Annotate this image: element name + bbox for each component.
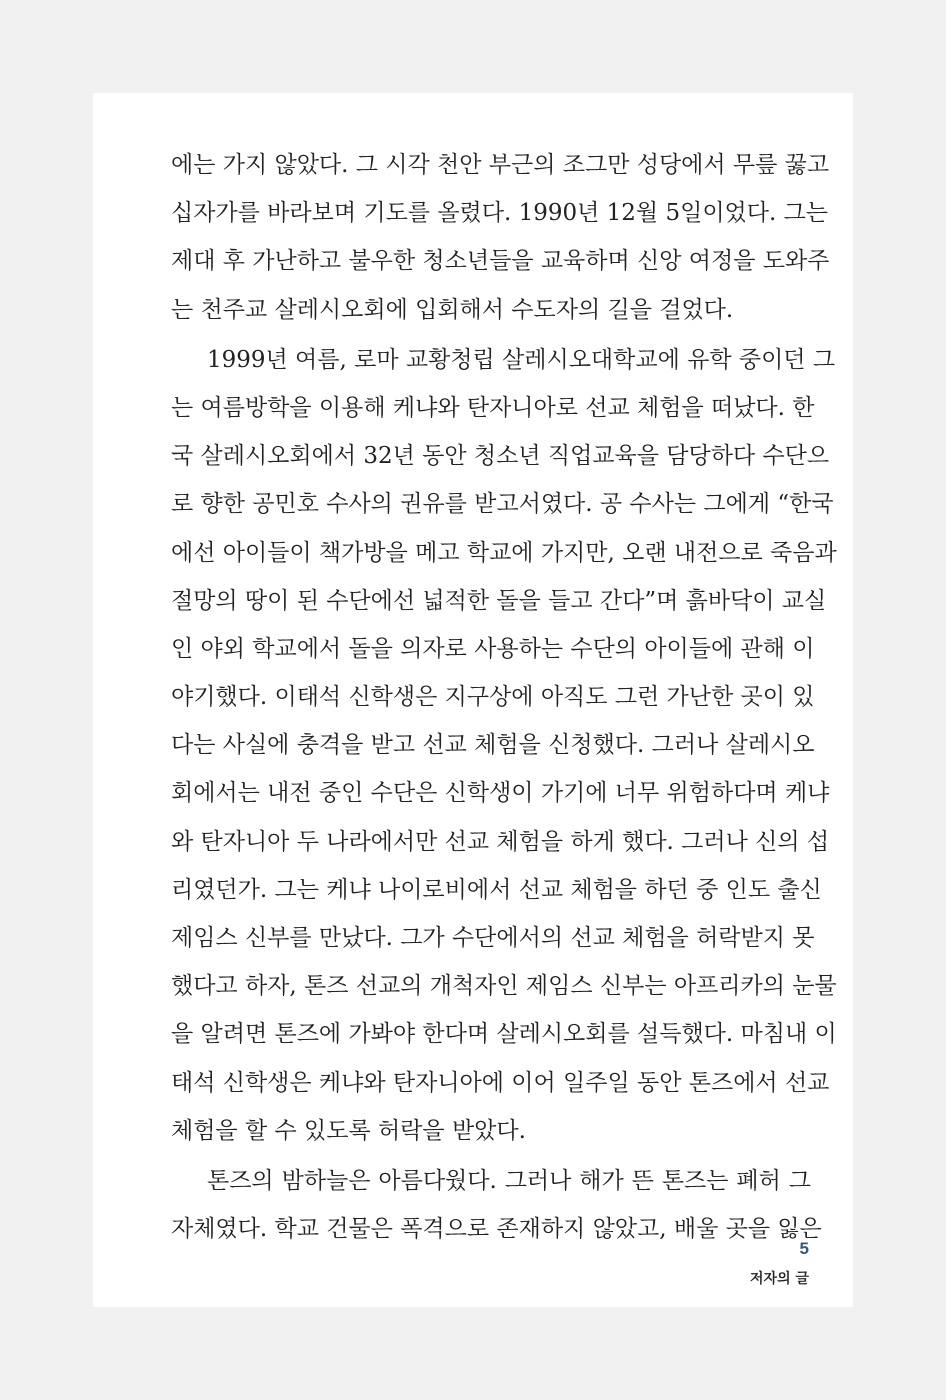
page-number: 5 [799, 1239, 809, 1258]
text-line: 톤즈의 밤하늘은 아름다웠다. 그러나 해가 뜬 톤즈는 폐허 그 [207, 1167, 811, 1194]
text-line: 십자가를 바라보며 기도를 올렸다. 1990년 12월 5일이었다. 그는 [171, 200, 829, 227]
text-line: 절망의 땅이 된 수단에선 넓적한 돌을 들고 간다”며 흙바닥이 교실 [171, 587, 827, 614]
text-line: 는 여름방학을 이용해 케냐와 탄자니아로 선교 체험을 떠났다. 한 [171, 394, 815, 421]
text-line: 국 살레시오회에서 32년 동안 청소년 직업교육을 담당하다 수단으 [171, 443, 830, 470]
text-line: 제임스 신부를 만났다. 그가 수단에서의 선교 체험을 허락받지 못 [171, 925, 815, 951]
text-line: 에선 아이들이 책가방을 메고 학교에 가지만, 오랜 내전으로 죽음과 [171, 539, 837, 566]
text-line: 1999년 여름, 로마 교황청립 살레시오대학교에 유학 중이던 그 [207, 346, 836, 373]
text-line: 자체였다. 학교 건물은 폭격으로 존재하지 않았고, 배울 곳을 잃은 [171, 1216, 822, 1243]
text-line: 제대 후 가난하고 불우한 청소년들을 교육하며 신앙 여정을 도와주 [171, 248, 830, 275]
body-text [171, 141, 837, 1253]
text-line: 와 탄자니아 두 나라에서만 선교 체험을 하게 했다. 그러나 신의 섭 [171, 828, 830, 855]
text-line: 을 알려면 톤즈에 가봐야 한다며 살레시오회를 설득했다. 마침내 이 [171, 1021, 837, 1048]
text-line: 에는 가지 않았다. 그 시각 천안 부근의 조그만 성당에서 무릎 꿇고 [171, 152, 830, 178]
text-line: 체험을 할 수 있도록 허락을 받았다. [171, 1117, 526, 1144]
text-line: 인 야외 학교에서 돌을 의자로 사용하는 수단의 아이들에 관해 이 [171, 635, 815, 662]
text-line: 야기했다. 이태석 신학생은 지구상에 아직도 그런 가난한 곳이 있 [171, 684, 815, 711]
text-line: 리였던가. 그는 케냐 나이로비에서 선교 체험을 하던 중 인도 출신 [171, 876, 822, 903]
paragraph [171, 336, 837, 1155]
text-line: 로 향한 공민호 수사의 권유를 받고서였다. 공 수사는 그에게 “한국 [171, 491, 834, 518]
text-line: 다는 사실에 충격을 받고 선교 체험을 신청했다. 그러나 살레시오 [171, 732, 815, 759]
text-line: 는 천주교 살레시오회에 입회해서 수도자의 길을 걸었다. [171, 296, 734, 323]
running-footer-section-title: 저자의 글 [750, 1271, 809, 1287]
book-page [93, 93, 853, 1307]
text-line: 했다고 하자, 톤즈 선교의 개척자인 제임스 신부는 아프리카의 눈물 [171, 973, 837, 1000]
paragraph [171, 1157, 822, 1253]
paragraph [171, 141, 830, 334]
text-line: 회에서는 내전 중인 수단은 신학생이 가기에 너무 위험하다며 케냐 [171, 780, 830, 807]
text-line: 태석 신학생은 케냐와 탄자니아에 이어 일주일 동안 톤즈에서 선교 [171, 1069, 830, 1096]
